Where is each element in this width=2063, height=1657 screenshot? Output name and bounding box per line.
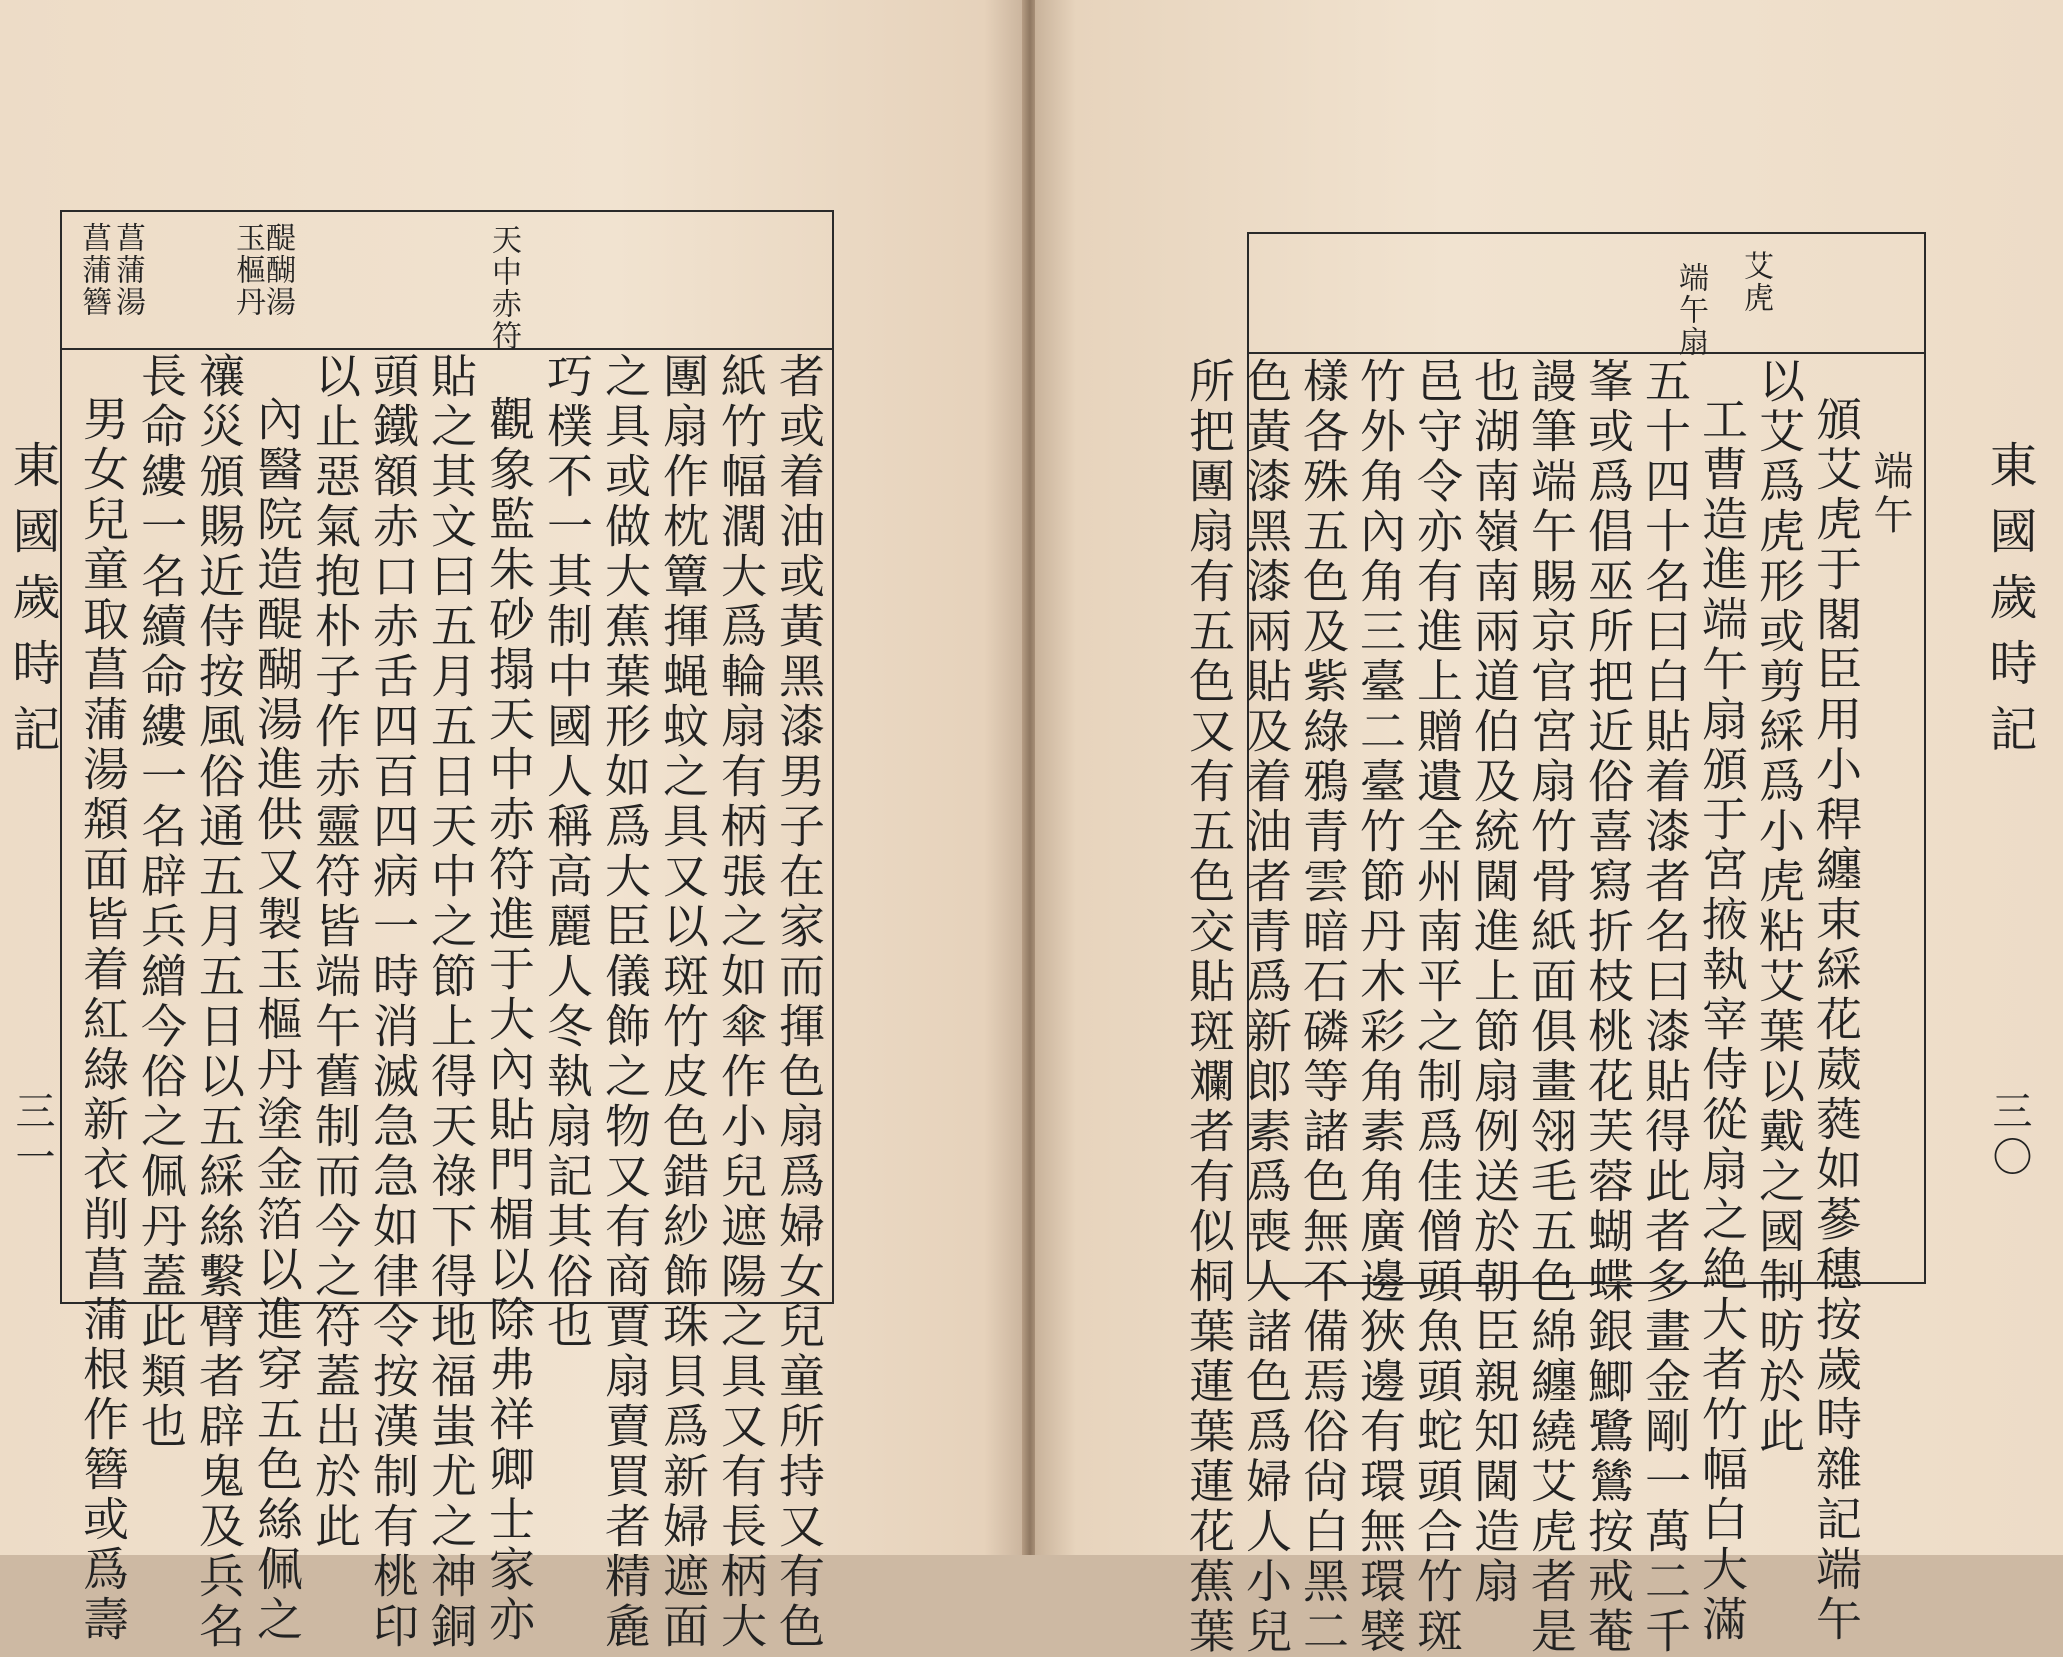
right-header-divider [1247, 352, 1924, 354]
right-page [1035, 0, 2063, 1657]
body-column: 禳災頒賜近侍按風俗通五月五日以五綵絲繫臂者辟鬼及兵名 [192, 352, 246, 1652]
header-note-mugwort-tiger: 艾虎 [1738, 250, 1773, 314]
body-column: 也湖南嶺南兩道伯及統閫進上節扇例送於朝臣親知閫造扇 [1467, 357, 1521, 1607]
header-note-talisman: 天中赤符 [486, 224, 521, 352]
body-column: 長命縷一名續命縷一名辟兵繒今俗之佩丹蓋此類也 [134, 352, 188, 1452]
body-column: 觀象監朱砂搨天中赤符進于大內貼門楣以除弗祥卿士家亦 [482, 395, 536, 1645]
body-column: 頒艾虎于閣臣用小稈纏束綵花葳蕤如蔘穗按歲時雜記端午 [1809, 395, 1863, 1645]
left-page-number: 三一 [9, 1090, 55, 1182]
right-side-title: 東國歲時記 [1981, 440, 2037, 770]
body-column: 樣各殊五色及紫綠鴉青雲暗石磷等諸色無不備焉俗尙白黑二 [1296, 357, 1350, 1657]
body-column: 以艾爲虎形或剪綵爲小虎粘艾葉以戴之國制昉於此 [1752, 357, 1806, 1457]
header-note-tonic-line1: 醍醐湯 [260, 222, 295, 318]
body-column: 紙竹幅濶大爲輪扇有柄張之如傘作小兒遮陽之具又有長柄大 [714, 352, 768, 1652]
body-column: 頭鐵額赤口赤舌四百四病一時消滅急急如律令按漢制有桃印 [366, 352, 420, 1652]
body-column: 五十四十名曰白貼着漆者名曰漆貼得此者多畫金剛一萬二千 [1638, 357, 1692, 1657]
body-column: 貼之其文曰五月五日天中之節上得天祿下得地福蚩尤之神銅 [424, 352, 478, 1652]
header-note-dano-fan: 端午扇 [1673, 262, 1708, 358]
body-column: 團扇作枕簟揮蝇蚊之具又以斑竹皮色錯紗飾珠貝爲新婦遮面 [656, 352, 710, 1652]
body-column: 內醫院造醍醐湯進供又製玉樞丹塗金箔以進穿五色絲佩之 [250, 395, 304, 1645]
body-column: 峯或爲倡巫所把近俗喜寫折枝桃花芙蓉蝴蝶銀鯽鷺鷥按戒菴 [1581, 357, 1635, 1657]
body-column: 所把團扇有五色又有五色交貼斑斕者有似桐葉蓮葉蓮花蕉葉 [1182, 357, 1236, 1657]
body-column: 以止惡氣抱朴子作赤靈符皆端午舊制而今之符蓋出於此 [308, 352, 362, 1552]
left-header-divider [60, 348, 832, 350]
right-page-number: 三〇 [1986, 1090, 2032, 1182]
body-column: 男女兒童取菖蒲湯頮面皆着紅綠新衣削菖蒲根作簪或爲壽 [76, 395, 130, 1645]
header-note-tonic-line2: 玉樞丹 [230, 222, 265, 318]
body-column: 巧樸不一其制中國人稱高麗人冬執扇記其俗也 [540, 352, 594, 1352]
body-column: 謾筆端午賜京官宮扇竹骨紙面俱畫翎毛五色綿纏繞艾虎者是 [1524, 357, 1578, 1657]
header-note-calamus-line1: 菖蒲湯 [110, 222, 145, 318]
body-column: 工曹造進端午扇頒于宮掖執宰侍從扇之絶大者竹幅白大滿 [1695, 395, 1749, 1645]
body-column: 邑守令亦有進上贈遺全州南平之制爲佳僧頭魚頭蛇頭合竹斑 [1410, 357, 1464, 1657]
body-column: 色黃漆黑漆兩貼及着油者青爲新郎素爲喪人諸色爲婦人小兒 [1239, 357, 1293, 1657]
body-column: 竹外角內角三臺二臺竹節丹木彩角素角廣邊狹邊有環無環襞 [1353, 357, 1407, 1657]
body-column: 之具或做大蕉葉形如爲大臣儀飾之物又有商賈扇賣買者精麁 [598, 352, 652, 1652]
left-page [0, 0, 1025, 1652]
body-column: 者或着油或黃黑漆男子在家而揮色扇爲婦女兒童所持又有色 [772, 352, 826, 1652]
header-note-calamus-line2: 菖蒲簪 [76, 222, 111, 318]
left-side-title: 東國歲時記 [4, 440, 60, 770]
section-heading: 端午 [1867, 450, 1913, 538]
